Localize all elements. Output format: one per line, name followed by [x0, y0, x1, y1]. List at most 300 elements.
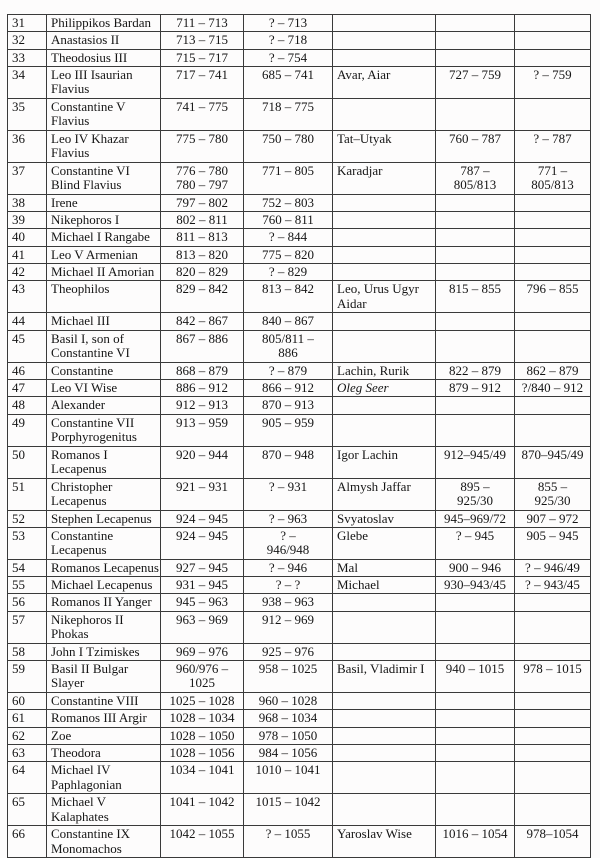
cell-text-line: 920 – 944 [176, 446, 228, 462]
rus-ruler-cell [333, 212, 436, 229]
cell-text-line: Anastasios II [51, 32, 120, 48]
rus-ruler-cell [333, 794, 436, 826]
table-row [8, 212, 591, 229]
rus-lifespan-cell [515, 212, 591, 229]
table-row [8, 397, 591, 414]
cell-text-line: ? – ? [275, 577, 301, 593]
cell-text-line: 813 – 820 [176, 246, 228, 262]
cell-text-line: 1015 – 1042 [255, 794, 321, 810]
row-number-cell [8, 559, 47, 576]
cell-text-line: 775 – 820 [262, 246, 314, 262]
byzantine-reign-cell [161, 15, 244, 32]
cell-text-line: 866 – 912 [262, 379, 314, 395]
rus-lifespan-cell [515, 15, 591, 32]
byzantine-ruler-cell [47, 710, 161, 727]
byzantine-lifespan-cell [244, 15, 333, 32]
cell-text-line: 805/813 [531, 177, 574, 193]
row-number-cell [8, 414, 47, 446]
byzantine-ruler-cell [47, 577, 161, 594]
cell-text-line: 750 – 780 [262, 130, 314, 146]
byzantine-reign-cell [161, 577, 244, 594]
table-row [8, 246, 591, 263]
byzantine-ruler-cell [47, 559, 161, 576]
cell-text-line: Nikephoros I [51, 212, 120, 228]
byzantine-ruler-cell [47, 379, 161, 396]
cell-text-line: 711 – 713 [176, 15, 228, 30]
rus-reign-cell [436, 212, 515, 229]
byzantine-ruler-cell [47, 414, 161, 446]
cell-text-line: Michael [337, 577, 380, 593]
row-number-cell [8, 379, 47, 396]
rus-lifespan-cell [515, 229, 591, 246]
byzantine-lifespan-cell [244, 212, 333, 229]
cell-text-line: 867 – 886 [176, 330, 228, 346]
row-number-cell [8, 527, 47, 559]
cell-text-line: 50 [12, 446, 25, 462]
cell-text-line: ? – 963 [268, 510, 308, 526]
rus-reign-cell [436, 98, 515, 130]
rus-lifespan-cell [515, 362, 591, 379]
rus-ruler-cell [333, 478, 436, 510]
cell-text-line: 842 – 867 [176, 313, 228, 329]
row-number-cell [8, 794, 47, 826]
cell-text-line: Michael II Amorian [51, 264, 155, 280]
rus-lifespan-cell [515, 98, 591, 130]
cell-text-line: Leo III Isaurian [51, 66, 133, 82]
rus-reign-cell [436, 446, 515, 478]
cell-text-line: Leo V Armenian [51, 246, 138, 262]
table-row [8, 49, 591, 66]
row-number-cell [8, 330, 47, 362]
rus-lifespan-cell [515, 794, 591, 826]
byzantine-ruler-cell [47, 330, 161, 362]
cell-text-line: Leo IV Khazar [51, 130, 129, 146]
cell-text-line: 930–943/45 [443, 577, 507, 593]
rus-reign-cell [436, 194, 515, 211]
rus-reign-cell [436, 478, 515, 510]
cell-text-line: ? – 945 [455, 527, 495, 543]
rus-reign-cell [436, 577, 515, 594]
byzantine-lifespan-cell [244, 313, 333, 330]
cell-text-line: 56 [12, 594, 25, 610]
cell-text-line: 946/948 [266, 542, 310, 558]
byzantine-lifespan-cell [244, 478, 333, 510]
cell-text-line: Avar, Aiar [337, 66, 391, 82]
cell-text-line: 895 – [460, 478, 490, 494]
cell-text-line: 57 [12, 611, 25, 627]
cell-text-line: 969 – 976 [176, 643, 228, 659]
cell-text-line: Zoe [51, 727, 72, 743]
rus-ruler-cell [333, 414, 436, 446]
rus-ruler-cell [333, 330, 436, 362]
table-row [8, 527, 591, 559]
cell-text-line: 796 – 855 [526, 281, 579, 297]
table-row [8, 379, 591, 396]
byzantine-reign-cell [161, 330, 244, 362]
rus-ruler-cell [333, 510, 436, 527]
cell-text-line: 802 – 811 [176, 212, 228, 228]
cell-text-line: ? – 759 [533, 66, 572, 82]
cell-text-line: Mal [337, 559, 358, 575]
rus-lifespan-cell [515, 49, 591, 66]
table-row [8, 762, 591, 794]
byzantine-lifespan-cell [244, 414, 333, 446]
cell-text-line: 925/30 [534, 492, 571, 508]
cell-text-line: 717 – 741 [176, 66, 228, 82]
byzantine-ruler-cell [47, 611, 161, 643]
table-row [8, 162, 591, 194]
row-number-cell [8, 246, 47, 263]
cell-text-line: ? – [280, 527, 296, 543]
byzantine-reign-cell [161, 661, 244, 693]
byzantine-lifespan-cell [244, 162, 333, 194]
rus-lifespan-cell [515, 446, 591, 478]
cell-text-line: ? – 1055 [265, 826, 311, 842]
cell-text-line: 39 [12, 212, 25, 228]
rus-reign-cell [436, 744, 515, 761]
row-number-cell [8, 594, 47, 611]
cell-text-line: 771 – 805 [262, 162, 314, 178]
cell-text-line: Aidar [337, 295, 367, 311]
byzantine-lifespan-cell [244, 794, 333, 826]
cell-text-line: 960/976 – [175, 661, 229, 677]
cell-text-line: Leo, Urus Ugyr [337, 281, 419, 297]
byzantine-ruler-cell [47, 313, 161, 330]
rus-reign-cell [436, 130, 515, 162]
cell-text-line: Leo VI Wise [51, 379, 118, 395]
cell-text-line: Christopher [51, 478, 113, 494]
table-row [8, 281, 591, 313]
cell-text-line: 829 – 842 [176, 281, 228, 297]
byzantine-lifespan-cell [244, 49, 333, 66]
byzantine-ruler-cell [47, 66, 161, 98]
cell-text-line: Basil, Vladimir I [337, 661, 425, 677]
rus-lifespan-cell [515, 379, 591, 396]
byzantine-reign-cell [161, 379, 244, 396]
cell-text-line: Romanos Lecapenus [51, 559, 159, 575]
cell-text-line: 58 [12, 643, 25, 659]
rus-reign-cell [436, 794, 515, 826]
byzantine-ruler-cell [47, 826, 161, 858]
rus-reign-cell [436, 66, 515, 98]
rus-ruler-cell [333, 643, 436, 660]
byzantine-ruler-cell [47, 212, 161, 229]
rus-lifespan-cell [515, 281, 591, 313]
byzantine-lifespan-cell [244, 246, 333, 263]
cell-text-line: Constantine [51, 527, 114, 543]
row-number-cell [8, 130, 47, 162]
byzantine-reign-cell [161, 32, 244, 49]
cell-text-line: 727 – 759 [449, 66, 501, 82]
cell-text-line: 940 – 1015 [445, 661, 505, 677]
rus-lifespan-cell [515, 162, 591, 194]
rus-ruler-cell [333, 762, 436, 794]
table-row [8, 744, 591, 761]
row-number-cell [8, 744, 47, 761]
cell-text-line: Stephen Lecapenus [51, 510, 152, 526]
byzantine-reign-cell [161, 212, 244, 229]
byzantine-lifespan-cell [244, 710, 333, 727]
byzantine-ruler-cell [47, 397, 161, 414]
cell-text-line: 38 [12, 194, 25, 210]
byzantine-ruler-cell [47, 246, 161, 263]
byzantine-ruler-cell [47, 362, 161, 379]
rus-lifespan-cell [515, 32, 591, 49]
rus-lifespan-cell [515, 130, 591, 162]
rus-reign-cell [436, 594, 515, 611]
cell-text-line: 868 – 879 [176, 362, 228, 378]
row-number-cell [8, 212, 47, 229]
row-number-cell [8, 611, 47, 643]
rus-reign-cell [436, 313, 515, 330]
cell-text-line: 820 – 829 [176, 264, 228, 280]
table-row [8, 577, 591, 594]
cell-text-line: Constantine VII [51, 414, 135, 430]
rus-ruler-cell [333, 527, 436, 559]
cell-text-line: 59 [12, 661, 25, 677]
cell-text-line: 776 – 780 [176, 162, 228, 178]
row-number-cell [8, 32, 47, 49]
cell-text-line: 840 – 867 [262, 313, 314, 329]
byzantine-ruler-cell [47, 194, 161, 211]
rulers-table [7, 14, 591, 858]
rus-reign-cell [436, 397, 515, 414]
cell-text-line: 62 [12, 727, 25, 743]
byzantine-reign-cell [161, 362, 244, 379]
rus-ruler-cell [333, 446, 436, 478]
cell-text-line: ? – 754 [268, 49, 308, 65]
cell-text-line: 1028 – 1034 [169, 710, 235, 726]
rus-reign-cell [436, 693, 515, 710]
row-number-cell [8, 397, 47, 414]
cell-text-line: 64 [12, 762, 25, 778]
table-row [8, 611, 591, 643]
cell-text-line: 938 – 963 [262, 594, 314, 610]
rus-lifespan-cell [515, 194, 591, 211]
cell-text-line: ? – 946/49 [525, 559, 580, 575]
table-row [8, 478, 591, 510]
byzantine-ruler-cell [47, 446, 161, 478]
cell-text-line: 42 [12, 264, 25, 280]
row-number-cell [8, 229, 47, 246]
rus-ruler-cell [333, 281, 436, 313]
byzantine-lifespan-cell [244, 643, 333, 660]
cell-text-line: 713 – 715 [176, 32, 228, 48]
table-body [8, 15, 591, 858]
byzantine-ruler-cell [47, 693, 161, 710]
rus-reign-cell [436, 49, 515, 66]
cell-text-line: 32 [12, 32, 25, 48]
byzantine-ruler-cell [47, 762, 161, 794]
row-number-cell [8, 577, 47, 594]
byzantine-ruler-cell [47, 727, 161, 744]
byzantine-reign-cell [161, 98, 244, 130]
cell-text-line: Basil II Bulgar [51, 661, 129, 677]
cell-text-line: 1028 – 1056 [169, 744, 235, 760]
byzantine-ruler-cell [47, 15, 161, 32]
cell-text-line: Michael IV [51, 762, 111, 778]
byzantine-reign-cell [161, 794, 244, 826]
cell-text-line: 49 [12, 414, 25, 430]
cell-text-line: 870 – 913 [262, 397, 314, 413]
byzantine-reign-cell [161, 246, 244, 263]
byzantine-lifespan-cell [244, 559, 333, 576]
byzantine-reign-cell [161, 281, 244, 313]
cell-text-line: 912 – 913 [176, 397, 228, 413]
rus-reign-cell [436, 379, 515, 396]
rus-lifespan-cell [515, 594, 591, 611]
cell-text-line: 685 – 741 [262, 66, 314, 82]
cell-text-line: Lecapenus [51, 492, 107, 508]
cell-text-line: 925 – 976 [262, 643, 314, 659]
cell-text-line: 40 [12, 229, 25, 245]
rus-ruler-cell [333, 162, 436, 194]
rus-lifespan-cell [515, 611, 591, 643]
rus-lifespan-cell [515, 826, 591, 858]
rus-lifespan-cell [515, 559, 591, 576]
rus-lifespan-cell [515, 762, 591, 794]
byzantine-reign-cell [161, 229, 244, 246]
table-row [8, 130, 591, 162]
table-row [8, 98, 591, 130]
cell-text-line: 921 – 931 [176, 478, 228, 494]
cell-text-line: 34 [12, 66, 25, 82]
cell-text-line: Constantine VI [51, 162, 130, 178]
byzantine-ruler-cell [47, 527, 161, 559]
cell-text-line: Basil I, son of [51, 330, 124, 346]
cell-text-line: ? – 844 [268, 229, 308, 245]
table-row [8, 794, 591, 826]
rus-lifespan-cell [515, 397, 591, 414]
cell-text-line: 945 – 963 [176, 594, 228, 610]
rus-ruler-cell [333, 32, 436, 49]
row-number-cell [8, 66, 47, 98]
byzantine-lifespan-cell [244, 362, 333, 379]
cell-text-line: Phokas [51, 626, 89, 642]
cell-text-line: Flavius [51, 113, 90, 129]
byzantine-lifespan-cell [244, 397, 333, 414]
cell-text-line: ? – 879 [268, 362, 308, 378]
byzantine-lifespan-cell [244, 379, 333, 396]
cell-text-line: Slayer [51, 675, 85, 691]
rus-lifespan-cell [515, 510, 591, 527]
byzantine-lifespan-cell [244, 446, 333, 478]
cell-text-line: 46 [12, 362, 25, 378]
byzantine-lifespan-cell [244, 32, 333, 49]
cell-text-line: Blind Flavius [51, 177, 122, 193]
cell-text-line: John I Tzimiskes [51, 643, 140, 659]
cell-text-line: Constantine IX [51, 826, 131, 842]
byzantine-ruler-cell [47, 744, 161, 761]
byzantine-lifespan-cell [244, 611, 333, 643]
rus-ruler-cell [333, 362, 436, 379]
cell-text-line: 1025 [189, 675, 215, 691]
cell-text-line: ? – 787 [533, 130, 572, 146]
byzantine-ruler-cell [47, 281, 161, 313]
rus-lifespan-cell [515, 527, 591, 559]
rus-reign-cell [436, 727, 515, 744]
rus-ruler-cell [333, 49, 436, 66]
rus-reign-cell [436, 527, 515, 559]
byzantine-lifespan-cell [244, 826, 333, 858]
table-row [8, 330, 591, 362]
rus-reign-cell [436, 32, 515, 49]
cell-text-line: Porphyrogenitus [51, 428, 137, 444]
cell-text-line: 870 – 948 [262, 446, 314, 462]
row-number-cell [8, 510, 47, 527]
table-row [8, 661, 591, 693]
byzantine-reign-cell [161, 49, 244, 66]
cell-text-line: ? – 946 [268, 559, 308, 575]
cell-text-line: 960 – 1028 [258, 693, 318, 709]
cell-text-line: 51 [12, 478, 25, 494]
byzantine-reign-cell [161, 130, 244, 162]
rus-lifespan-cell [515, 313, 591, 330]
cell-text-line: 815 – 855 [449, 281, 501, 297]
cell-text-line: Michael V [51, 794, 106, 810]
cell-text-line: 47 [12, 379, 25, 395]
table-row [8, 229, 591, 246]
byzantine-reign-cell [161, 397, 244, 414]
rus-ruler-cell [333, 246, 436, 263]
cell-text-line: Lecapenus [51, 542, 107, 558]
cell-text-line: 1041 – 1042 [169, 794, 235, 810]
row-number-cell [8, 281, 47, 313]
byzantine-ruler-cell [47, 594, 161, 611]
cell-text-line: 36 [12, 130, 25, 146]
rus-ruler-cell [333, 710, 436, 727]
cell-text-line: 771 – [537, 162, 568, 178]
cell-text-line: 905 – 959 [262, 414, 314, 430]
cell-text-line: 66 [12, 826, 25, 842]
cell-text-line: 968 – 1034 [258, 710, 318, 726]
byzantine-reign-cell [161, 744, 244, 761]
cell-text-line: Michael III [51, 313, 110, 329]
table-row [8, 32, 591, 49]
cell-text-line: Constantine [51, 362, 114, 378]
byzantine-reign-cell [161, 478, 244, 510]
cell-text-line: Irene [51, 194, 78, 210]
cell-text-line: Kalaphates [51, 808, 109, 824]
rus-ruler-cell [333, 194, 436, 211]
rus-ruler-cell [333, 559, 436, 576]
cell-text-line: 978 – 1050 [258, 727, 318, 743]
cell-text-line: 907 – 972 [526, 510, 579, 526]
cell-text-line: Flavius [51, 81, 90, 97]
row-number-cell [8, 49, 47, 66]
table-row [8, 264, 591, 281]
cell-text-line: 925/30 [456, 492, 494, 508]
byzantine-ruler-cell [47, 478, 161, 510]
row-number-cell [8, 727, 47, 744]
cell-text-line: Lecapenus [51, 460, 107, 476]
cell-text-line: 855 – [537, 478, 568, 494]
table-row [8, 66, 591, 98]
rus-ruler-cell [333, 66, 436, 98]
row-number-cell [8, 194, 47, 211]
row-number-cell [8, 362, 47, 379]
byzantine-reign-cell [161, 693, 244, 710]
table-row [8, 693, 591, 710]
cell-text-line: 718 – 775 [262, 98, 314, 114]
byzantine-ruler-cell [47, 264, 161, 281]
cell-text-line: 775 – 780 [176, 130, 228, 146]
row-number-cell [8, 661, 47, 693]
table-row [8, 194, 591, 211]
byzantine-reign-cell [161, 826, 244, 858]
byzantine-lifespan-cell [244, 762, 333, 794]
cell-text-line: Karadjar [337, 162, 383, 178]
